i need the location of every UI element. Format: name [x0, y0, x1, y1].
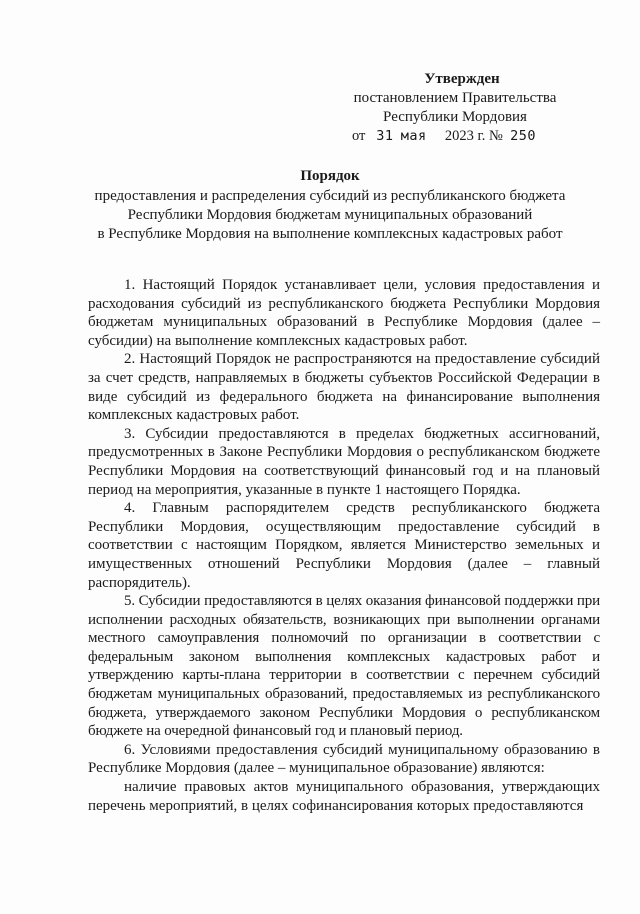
approval-line-2: Республики Мордовия	[383, 109, 527, 125]
decree-number: 250	[510, 128, 536, 144]
document-title-block	[60, 167, 600, 244]
approval-title: Утвержден	[424, 71, 500, 87]
paragraph-4: 4. Главным распорядителем средств республиканского бюджета Республики Мордовия, осуществляющим предоставление субсидий в соответствии с настоящим Порядком, является Министерство земельных и имущественных отношений Республики Мордовия (далее – главный распорядитель).	[88, 500, 600, 591]
approval-line-1: постановлением Правительства	[353, 90, 557, 106]
approval-block	[330, 70, 580, 146]
date-prefix: от	[352, 128, 366, 144]
paragraph-5: 5. Субсидии предоставляются в целях оказания финансовой поддержки при исполнении расходных обязательств, возникающих при выполнении органами местного самоуправления полномочий по организации в соответствии с федеральным законом выполнения комплексных кадастровых работ и утверждению карты-плана территории в соответствии с перечнем субсидий бюджетам муниципальных образований, предоставляемых из республиканского бюджета, утверждаемого законом Республики Мордовия о республиканском бюджете на очередной финансовый год и плановый период.	[88, 593, 600, 740]
date-day: 31	[376, 128, 394, 144]
document-body	[88, 276, 600, 815]
number-sign: №	[489, 128, 503, 144]
paragraph-3: 3. Субсидии предоставляются в пределах бюджетных ассигнований, предусмотренных в Законе Республики Мордовия о республиканском бюджете Республики Мордовия на соответствующий финансовый год и на плановый период на мероприятия, указанные в пункте 1 настоящего Порядка.	[88, 425, 600, 498]
approval-date-line	[330, 127, 580, 146]
document-title: Порядок	[300, 168, 360, 184]
document-subtitle-line-2: Республики Мордовия бюджетам муниципальных образований	[127, 207, 533, 223]
paragraph-1: 1. Настоящий Порядок устанавливает цели, условия предоставления и расходования субсидий из республиканского бюджета Республики Мордовия бюджетам муниципальных образований в Республике Мордовия (далее – субсидии) на выполнение комплексных кадастровых работ.	[88, 277, 600, 349]
document-subtitle-line-1: предоставления и распределения субсидий из республиканского бюджета	[94, 188, 566, 204]
paragraph-6-condition-1: наличие правовых актов муниципального образования, утверждающих перечень мероприятий, в целях софинансирования которых предоставляются	[88, 779, 600, 814]
paragraph-6: 6. Условиями предоставления субсидий муниципальному образованию в Республике Мордовия (далее – муниципальное образование) являются:	[88, 741, 600, 777]
paragraph-2: 2. Настоящий Порядок не распространяются на предоставление субсидий за счет средств, направляемых в бюджеты субъектов Российской Федерации в виде субсидий из федерального бюджета на финансирование выполнения комплексных кадастровых работ.	[88, 351, 600, 424]
document-subtitle-line-3: в Республике Мордовия на выполнение комплексных кадастровых работ	[97, 226, 563, 242]
date-month: мая	[400, 128, 427, 144]
date-year: 2023 г.	[444, 128, 486, 144]
